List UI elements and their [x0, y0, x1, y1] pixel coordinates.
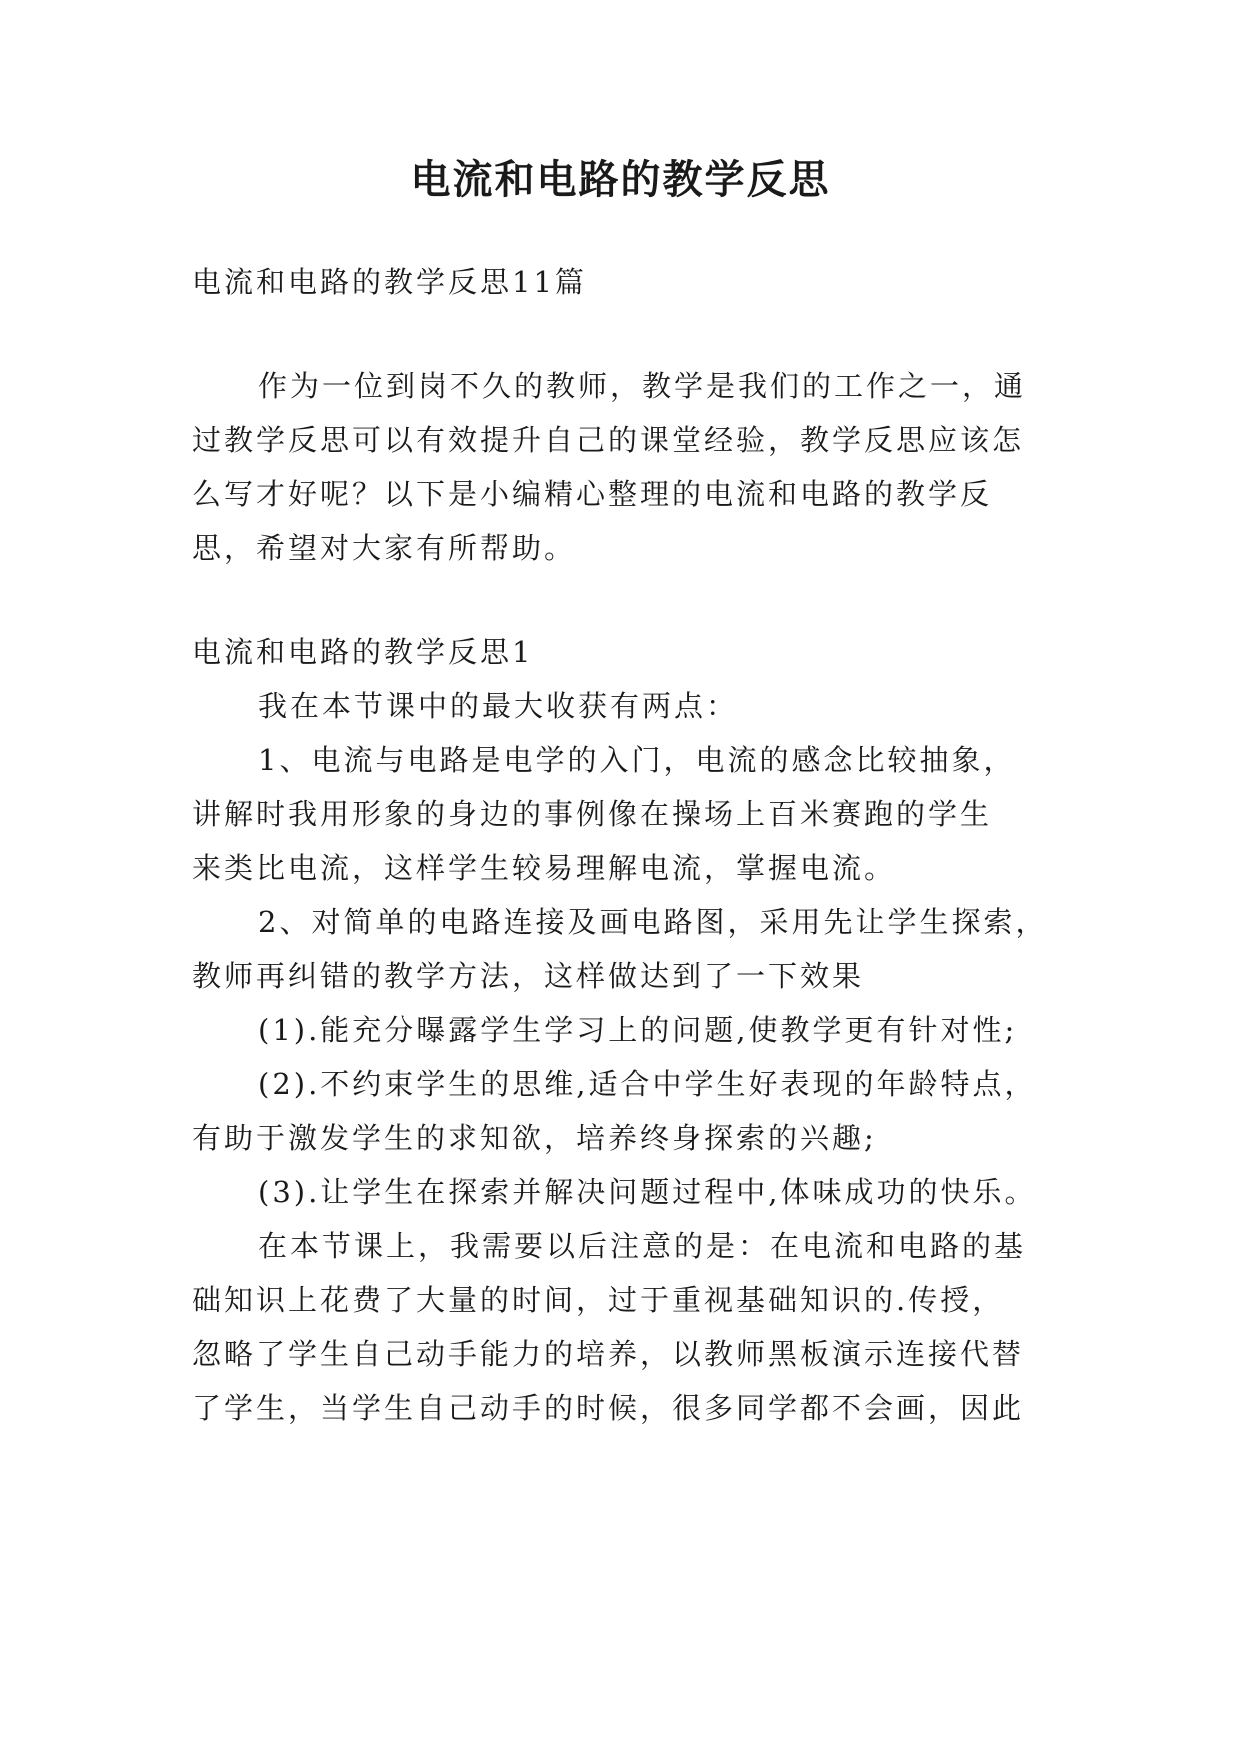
document-title: 电流和电路的教学反思 [410, 156, 831, 203]
body-line: 2、对简单的电路连接及画电路图，采用先让学生探索， [258, 905, 1048, 939]
section-heading: 电流和电路的教学反思1 [192, 635, 534, 669]
intro-line: 思，希望对大家有所帮助。 [192, 531, 577, 565]
body-line: 础知识上花费了大量的时间，过于重视基础知识的.传授， [192, 1283, 1005, 1317]
body-line: (1).能充分曝露学生学习上的问题,使教学更有针对性; [258, 1013, 1018, 1047]
body-line: 来类比电流，这样学生较易理解电流，掌握电流。 [192, 851, 897, 885]
body-line: 了学生，当学生自己动手的时候，很多同学都不会画，因此 [192, 1391, 1025, 1425]
body-line: 讲解时我用形象的身边的事例像在操场上百米赛跑的学生 [192, 797, 993, 831]
body-line: 忽略了学生自己动手能力的培养，以教师黑板演示连接代替 [192, 1337, 1025, 1371]
body-line: 1、电流与电路是电学的入门，电流的感念比较抽象， [258, 743, 1016, 777]
intro-line: 么写才好呢？以下是小编精心整理的电流和电路的教学反 [192, 477, 993, 511]
body-line: (2).不约束学生的思维,适合中学生好表现的年龄特点， [258, 1067, 1037, 1101]
body-line: 教师再纠错的教学方法，这样做达到了一下效果 [192, 959, 865, 993]
body-line: (3).让学生在探索并解决问题过程中,体味成功的快乐。 [258, 1175, 1037, 1209]
body-line: 在本节课上，我需要以后注意的是：在电流和电路的基 [258, 1229, 1027, 1263]
body-line: 我在本节课中的最大收获有两点： [258, 689, 739, 723]
intro-line: 过教学反思可以有效提升自己的课堂经验，教学反思应该怎 [192, 423, 1025, 457]
body-line: 有助于激发学生的求知欲，培养终身探索的兴趣; [192, 1121, 877, 1155]
document-subtitle: 电流和电路的教学反思11篇 [192, 265, 587, 299]
intro-line: 作为一位到岗不久的教师，教学是我们的工作之一，通 [258, 369, 1027, 403]
